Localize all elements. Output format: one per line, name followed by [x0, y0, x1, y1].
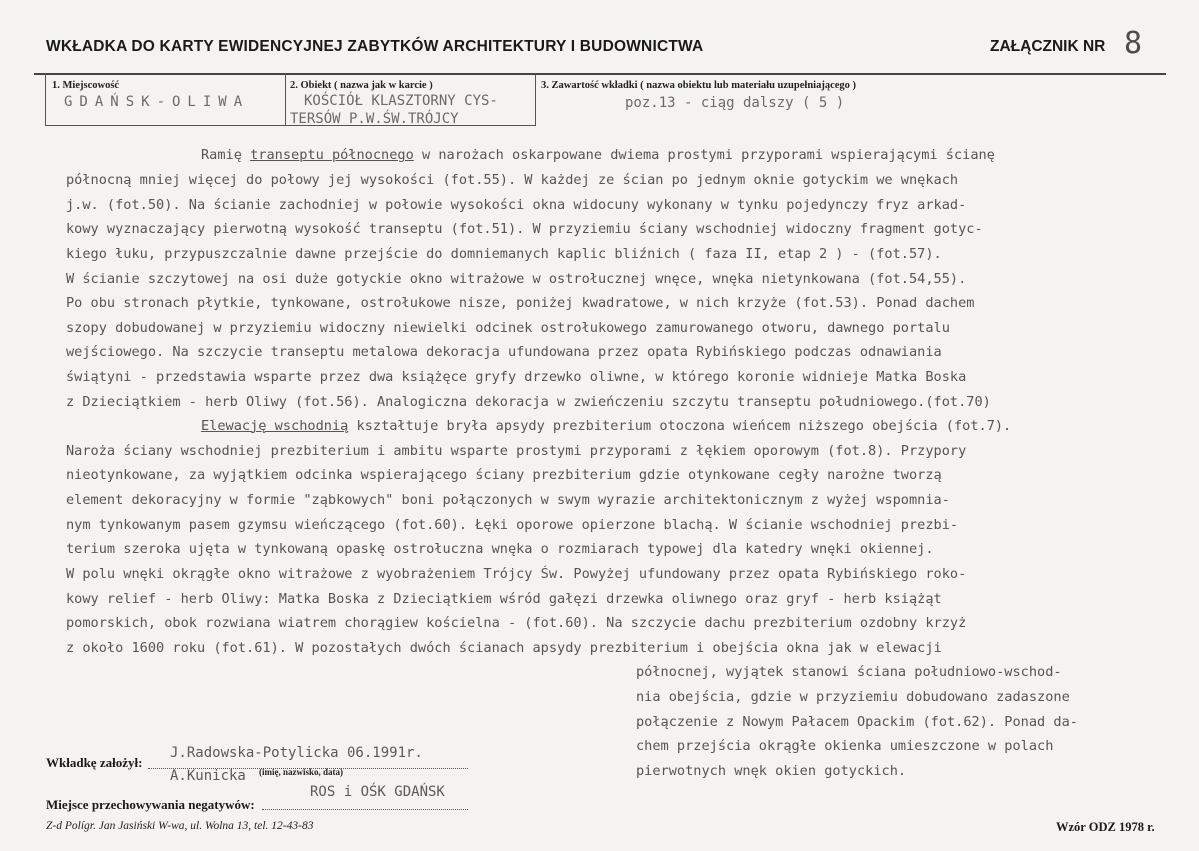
- founder-line-1: J.Radowska-Potylicka 06.1991r.: [170, 745, 423, 761]
- founder-hint: (imię, nazwisko, data): [259, 767, 343, 777]
- underlined-heading-east-elevation: Elewację wschodnią: [201, 418, 349, 434]
- negatives-label: Miejsce przechowywania negatywów:: [46, 797, 255, 812]
- place-value: GDAŃSK-OLIWA: [64, 94, 250, 110]
- text-line-20: pomorskich, obok rozwiana wiatrem chorągiew kościelna - (fot.60). Na szczycie dachu prezbiterium ozdobny krzyż: [66, 615, 967, 631]
- text-line-19: kowy relief - herb Oliwy: Matka Boska z Dzieciątkiem wśród gałęzi drzewka oliwnego oraz gryf - herb książąt: [66, 591, 942, 607]
- form-model: Wzór ODZ 1978 r.: [1056, 820, 1155, 834]
- text-line-7: Po obu stronach płytkie, tynkowane, ostrołukowe nisze, poniżej kwadratowe, w nich krzyże (fot.53). Ponad dachem: [66, 295, 975, 311]
- text-line-11: z Dzieciątkiem - herb Oliwy (fot.56). Analogiczna dekoracja w zwieńczeniu szczytu transeptu południowego.(fot.70): [66, 394, 991, 410]
- text-line-15: element dekoracyjny w formie "ząbkowych" boni połączonych w swym wyrazie architektonicznym z wyżej wspomnia-: [66, 492, 950, 508]
- text-line-16: nym tynkowanym pasem gzymsu wieńczącego (fot.60). Łęki oporowe opierzone blachą. W ścianie wschodniej prezbi-: [66, 517, 959, 533]
- underlined-heading-transept: transeptu północnego: [250, 147, 414, 163]
- annex-label: ZAŁĄCZNIK NR: [990, 38, 1106, 55]
- content-label: 3. Zawartość wkładki ( nazwa obiektu lub materiału uzupełniającego ): [541, 80, 857, 91]
- text-line-24: połączenie z Nowym Pałacem Opackim (fot.62). Ponad da-: [636, 714, 1078, 730]
- content-value: poz.13 - ciąg dalszy ( 5 ): [625, 95, 845, 111]
- text-line-13: Naroża ściany wschodniej prezbiterium i ambitu wsparte prostymi przyporami z łękiem oporowym (fot.8). Przypory: [66, 443, 967, 459]
- negatives-dotted-line: [262, 809, 468, 810]
- text-line-6: W ścianie szczytowej na osi duże gotyckie okno witrażowe w ostrołucznej wnęce, wnęka nietynkowana (fot.54,55).: [66, 271, 967, 287]
- text-line-12: Elewację wschodnią kształtuje bryła apsydy prezbiterium otoczona wieńcem niższego obejścia (fot.7).: [201, 418, 1012, 434]
- text-line-22: północnej, wyjątek stanowi ściana południowo-wschod-: [636, 664, 1062, 680]
- place-label: 1. Miejscowość: [52, 80, 120, 91]
- place-field: [45, 73, 286, 126]
- text-line-23: nia obejścia, gdzie w przyziemiu dobudowano zadaszone: [636, 689, 1070, 705]
- founder-line-2: A.Kunicka: [170, 768, 246, 784]
- form-title: WKŁADKA DO KARTY EWIDENCYJNEJ ZABYTKÓW ARCHITEKTURY I BUDOWNICTWA: [46, 38, 704, 55]
- object-field: [284, 73, 536, 126]
- text-line-1: Ramię transeptu północnego w narożach oskarpowane dwiema prostymi przyporami wspierającymi ścianę: [201, 147, 995, 163]
- text-line-9: wejściowego. Na szczycie transeptu metalowa dekoracja ufundowana przez opata Rybińskiego podczas odnawiania: [66, 344, 942, 360]
- text-line-3: j.w. (fot.50). Na ścianie zachodniej w połowie wysokości okna widocuny wykonany w tynku pojedynczy fryz arkad-: [66, 197, 967, 213]
- negatives-value: ROS i OŚK GDAŃSK: [310, 784, 445, 800]
- text-line-26: pierwotnych wnęk okien gotyckich.: [636, 763, 907, 779]
- text-line-25: chem przejścia okrągłe okienka umieszczone w polach: [636, 738, 1054, 754]
- text-line-21: z około 1600 roku (fot.61). W pozostałych dwóch ścianach apsydy prezbiterium i obejścia okna jak w elewacji: [66, 640, 942, 656]
- annex-number: 8: [1124, 26, 1143, 61]
- text-line-17: terium szeroka ujęta w tynkowaną opaskę ostrołuczna wnęka o rozmiarach typowej dla katedry wnęki okiennej.: [66, 541, 934, 557]
- printer-note: Z-d Polígr. Jan Jasiński W-wa, ul. Wolna 13, tel. 12-43-83: [46, 820, 314, 832]
- object-label: 2. Obiekt ( nazwa jak w karcie ): [290, 80, 433, 91]
- text-line-8: szopy dobudowanej w przyziemiu widoczny niewielki odcinek ostrołukowego zamurowanego otworu, dawnego portalu: [66, 320, 950, 336]
- text-line-4: kowy wyznaczający pierwotną wysokość transeptu (fot.51). W przyziemiu ściany wschodniej widoczny fragment gotyc-: [66, 221, 983, 237]
- object-value-line2: TERSÓW P.W.ŚW.TRÓJCY: [290, 111, 459, 127]
- founder-label: Wkładkę założył:: [46, 755, 143, 770]
- text-line-18: W polu wnęki okrągłe okno witrażowe z wyobrażeniem Trójcy Św. Powyżej ufundowany przez opata Rybińskiego roko-: [66, 566, 967, 582]
- text-line-2: północną mniej więcej do połowy jej wysokości (fot.55). W każdej ze ścian po jednym oknie gotyckim we wnękach: [66, 172, 959, 188]
- object-value-line1: KOŚCIÓŁ KLASZTORNY CYS-: [304, 93, 498, 109]
- content-field: [535, 73, 1166, 125]
- text-line-14: nieotynkowane, za wyjątkiem odcinka wspierającego ściany prezbiterium gdzie otynkowane cegły narożne tworzą: [66, 467, 942, 483]
- text-line-10: świątyni - przedstawia wsparte przez dwa książęce gryfy drzewko oliwne, w którego koronie widnieje Matka Boska: [66, 369, 967, 385]
- text-line-5: kiego łuku, przypuszczalnie dawne przejście do domniemanych kaplic bliźnich ( faza II, etap 2 ) - (fot.57).: [66, 246, 942, 262]
